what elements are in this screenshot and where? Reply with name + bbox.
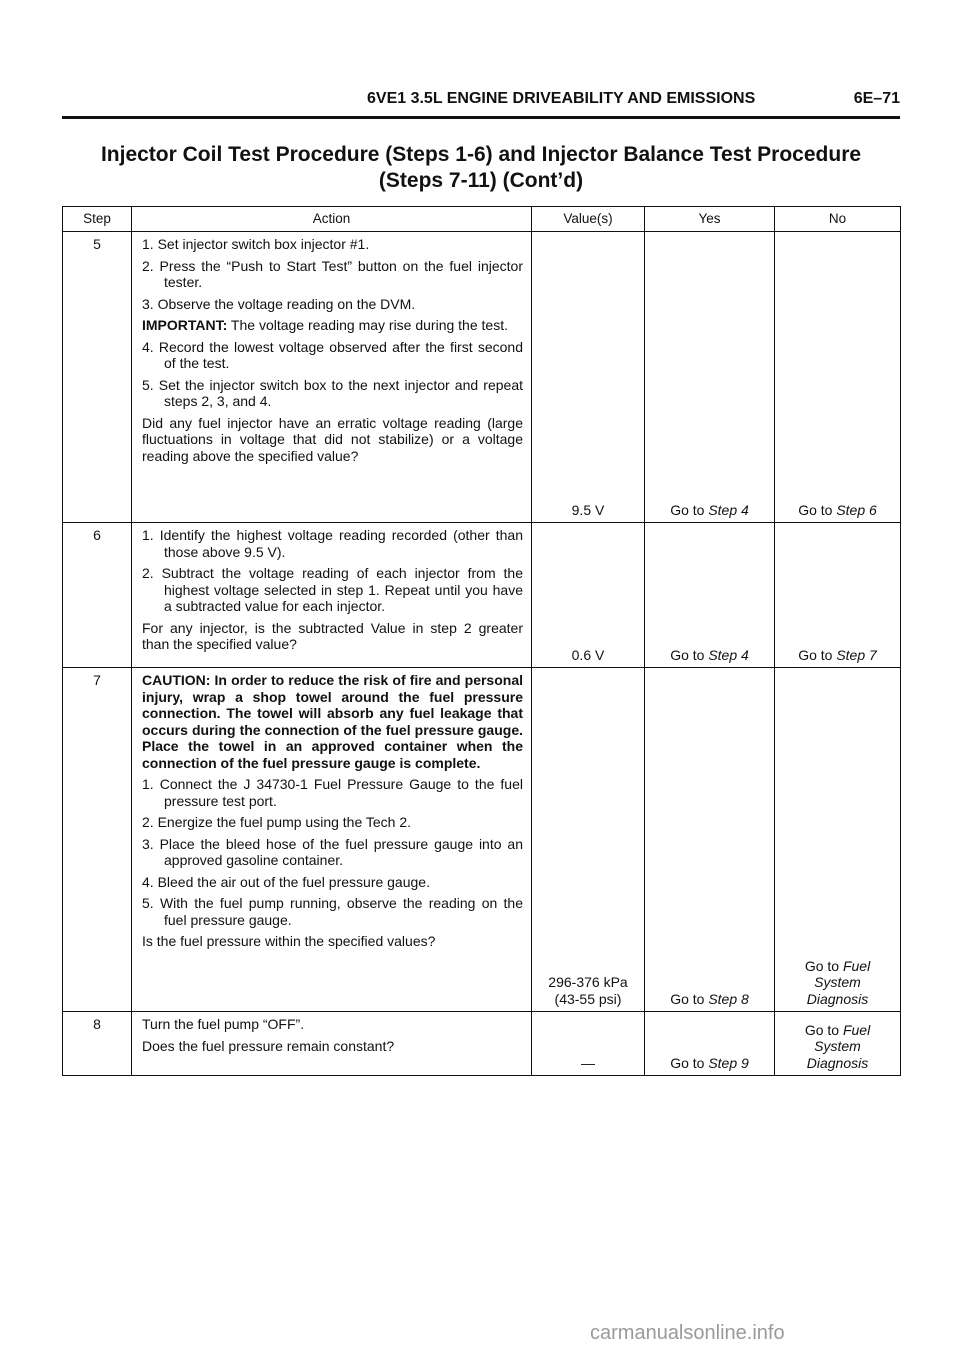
no-target: System bbox=[814, 974, 861, 990]
yes-cell bbox=[645, 1012, 775, 1076]
action-item: 2. Press the “Push to Start Test” button on the fuel injector tester. bbox=[142, 257, 523, 290]
no-target: Fuel bbox=[842, 957, 871, 974]
no-cell bbox=[775, 668, 901, 1012]
action-item: 4. Bleed the air out of the fuel pressure gauge. bbox=[142, 873, 430, 890]
page-header bbox=[62, 88, 900, 119]
no-target: System bbox=[814, 1038, 861, 1054]
title-line-1: Injector Coil Test Procedure (Steps 1-6) and Injector Balance Test Procedure bbox=[100, 143, 862, 166]
action-item: 1. Connect the J 34730-1 Fuel Pressure Gauge to the fuel pressure test port. bbox=[142, 776, 523, 809]
action-question: Did any fuel injector have an erratic voltage reading (large fluctuations in voltage that did not stabilize) or a voltage reading above the specified value? bbox=[142, 414, 523, 464]
action-question: For any injector, is the subtracted Value in step 2 greater than the specified value? bbox=[142, 619, 523, 652]
value-line: (43-55 psi) bbox=[554, 990, 622, 1007]
action-item: 5. With the fuel pump running, observe the reading on the fuel pressure gauge. bbox=[142, 895, 523, 928]
value-cell: 0.6 V bbox=[532, 523, 645, 668]
yes-target: Step 4 bbox=[708, 646, 749, 663]
important-note bbox=[142, 317, 523, 334]
action-item: 3. Place the bleed hose of the fuel pressure gauge into an approved gasoline container. bbox=[142, 835, 523, 868]
action-item: Turn the fuel pump “OFF”. bbox=[142, 1016, 305, 1032]
important-text: The voltage reading may rise during the test. bbox=[227, 317, 508, 333]
title-line-2: (Steps 7-11) (Cont’d) bbox=[378, 169, 584, 192]
yes-target: Step 9 bbox=[708, 1054, 749, 1071]
procedure-table bbox=[62, 206, 901, 1076]
page-number: 6E–71 bbox=[853, 90, 900, 107]
action-question: Does the fuel pressure remain constant? bbox=[142, 1037, 395, 1054]
no-target: Diagnosis bbox=[806, 990, 869, 1007]
table-row-step-8 bbox=[63, 1012, 901, 1076]
action-question: Is the fuel pressure within the specified values? bbox=[142, 933, 436, 949]
no-target: Diagnosis bbox=[806, 1054, 869, 1071]
no-target: Fuel bbox=[842, 1021, 871, 1038]
table-row-step-7 bbox=[63, 668, 901, 1012]
col-yes: Yes bbox=[645, 207, 775, 232]
go-to-text: Go to bbox=[670, 646, 705, 663]
action-item: 3. Observe the voltage reading on the DVM. bbox=[142, 295, 416, 312]
action-cell bbox=[132, 232, 532, 523]
step-number: 5 bbox=[63, 232, 132, 523]
caution-note: CAUTION: In order to reduce the risk of fire and personal injury, wrap a shop towel around the fuel pressure connection. The towel will absorb any fuel leakage that occurs during the connection of the fuel pressure gauge. Place the towel in an approved container when the connection of the fuel pressure gauge is complete. bbox=[142, 672, 523, 771]
value-line: 296-376 kPa bbox=[548, 974, 628, 990]
col-step: Step bbox=[63, 207, 132, 232]
value-cell: 9.5 V bbox=[532, 232, 645, 523]
col-action: Action bbox=[132, 207, 532, 232]
yes-cell bbox=[645, 668, 775, 1012]
action-cell bbox=[132, 523, 532, 668]
important-label: IMPORTANT: bbox=[142, 317, 228, 333]
no-target: Step 7 bbox=[836, 646, 877, 663]
header-title: 6VE1 3.5L ENGINE DRIVEABILITY AND EMISSIONS bbox=[367, 90, 756, 107]
col-no: No bbox=[775, 207, 901, 232]
no-cell bbox=[775, 523, 901, 668]
action-cell bbox=[132, 1012, 532, 1076]
action-item: 2. Energize the fuel pump using the Tech 2. bbox=[142, 814, 412, 830]
go-to-text: Go to bbox=[798, 501, 833, 518]
yes-cell bbox=[645, 523, 775, 668]
table-header-row bbox=[63, 207, 901, 232]
go-to-text: Go to bbox=[798, 646, 833, 663]
action-item: 2. Subtract the voltage reading of each injector from the highest voltage selected in step 1. Repeat until you have a subtracted value for each injector. bbox=[142, 565, 523, 614]
go-to-text: Go to bbox=[670, 1054, 705, 1071]
table-row-step-5 bbox=[63, 232, 901, 523]
value-cell: — bbox=[532, 1012, 645, 1076]
yes-cell bbox=[645, 232, 775, 523]
go-to-text: Go to bbox=[670, 990, 705, 1007]
table-row-step-6 bbox=[63, 523, 901, 668]
no-cell bbox=[775, 1012, 901, 1076]
yes-target: Step 8 bbox=[708, 990, 749, 1007]
step-number: 7 bbox=[63, 668, 132, 1012]
document-title bbox=[62, 142, 900, 194]
yes-target: Step 4 bbox=[708, 501, 749, 518]
action-item: 5. Set the injector switch box to the next injector and repeat steps 2, 3, and 4. bbox=[142, 376, 523, 409]
no-cell bbox=[775, 232, 901, 523]
action-item: 1. Identify the highest voltage reading recorded (other than those above 9.5 V). bbox=[142, 527, 523, 560]
value-cell bbox=[532, 668, 645, 1012]
step-number: 8 bbox=[63, 1012, 132, 1076]
go-to-text: Go to bbox=[804, 1021, 840, 1038]
col-values: Value(s) bbox=[532, 207, 645, 232]
action-item: 1. Set injector switch box injector #1. bbox=[142, 236, 370, 252]
action-item: 4. Record the lowest voltage observed after the first second of the test. bbox=[142, 338, 523, 371]
action-cell bbox=[132, 668, 532, 1012]
no-target: Step 6 bbox=[836, 501, 877, 518]
watermark-text: carmanualsonline.info bbox=[590, 1322, 785, 1344]
go-to-text: Go to bbox=[670, 501, 705, 518]
step-number: 6 bbox=[63, 523, 132, 668]
go-to-text: Go to bbox=[804, 957, 840, 974]
